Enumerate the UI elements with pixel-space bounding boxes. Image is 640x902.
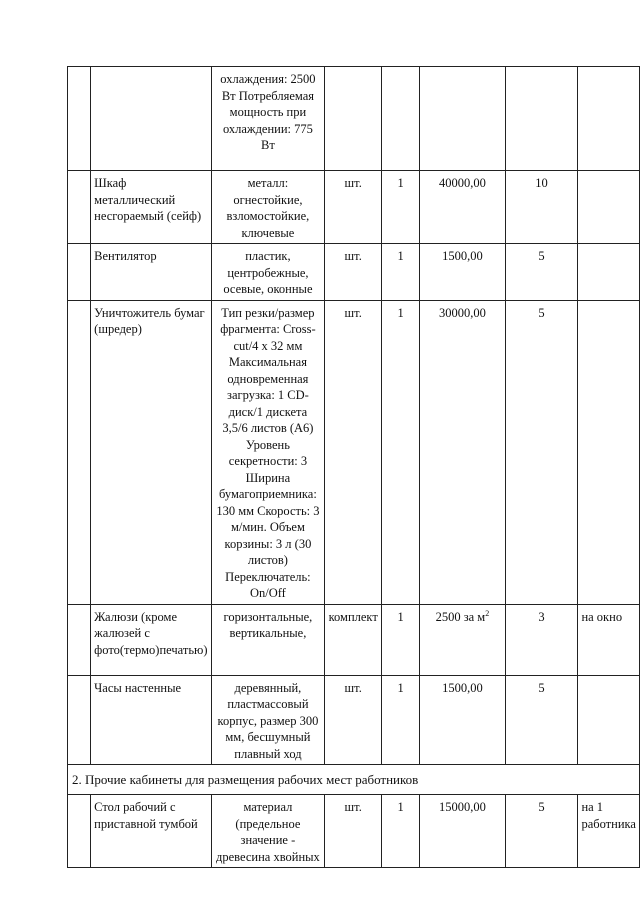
item-name-cell — [91, 67, 211, 171]
table-row — [68, 675, 640, 765]
section-row — [68, 765, 640, 795]
price-cell: 30000,00 — [420, 300, 506, 604]
years-cell: 5 — [505, 244, 578, 301]
item-desc-cell: металл: огнестойкие, взломостойкие, ключевые — [211, 171, 325, 244]
unit-cell: комплект — [325, 604, 382, 675]
item-desc-cell: материал (предельное значение - древесина хвойных — [211, 795, 325, 868]
num-cell — [68, 244, 91, 301]
num-cell — [68, 300, 91, 604]
note-cell — [578, 675, 640, 765]
item-desc-cell: деревянный, пластмассовый корпус, размер 300 мм, бесшумный плавный ход — [211, 675, 325, 765]
unit-cell: шт. — [325, 171, 382, 244]
price-text: 2500 за м — [435, 609, 486, 624]
note-cell: на 1 работника — [578, 795, 640, 868]
unit-cell — [325, 67, 382, 171]
item-name-cell: Стол рабочий с приставной тумбой — [91, 795, 211, 868]
unit-cell: шт. — [325, 795, 382, 868]
years-cell: 5 — [505, 300, 578, 604]
num-cell — [68, 171, 91, 244]
item-name-cell: Уничтожитель бумаг (шредер) — [91, 300, 211, 604]
price-cell — [420, 67, 506, 171]
note-cell — [578, 67, 640, 171]
price-cell: 1500,00 — [420, 675, 506, 765]
price-cell — [420, 604, 506, 675]
qty-cell: 1 — [382, 675, 420, 765]
item-desc-cell: горизонтальные, вертикальные, — [211, 604, 325, 675]
table-row — [68, 67, 640, 171]
note-cell — [578, 244, 640, 301]
norms-table — [67, 66, 640, 868]
table-row — [68, 604, 640, 675]
item-name-cell: Часы настенные — [91, 675, 211, 765]
qty-cell: 1 — [382, 604, 420, 675]
table-row — [68, 171, 640, 244]
qty-cell — [382, 67, 420, 171]
item-desc-cell: охлаждения: 2500 Вт Потребляемая мощность при охлаждении: 775 Вт — [211, 67, 325, 171]
unit-cell: шт. — [325, 244, 382, 301]
years-cell: 10 — [505, 171, 578, 244]
qty-cell: 1 — [382, 795, 420, 868]
table-row — [68, 795, 640, 868]
item-desc-cell: пластик, центробежные, осевые, оконные — [211, 244, 325, 301]
num-cell — [68, 675, 91, 765]
years-cell: 5 — [505, 795, 578, 868]
num-cell — [68, 795, 91, 868]
years-cell: 5 — [505, 675, 578, 765]
section-heading: 2. Прочие кабинеты для размещения рабочих мест работников — [68, 765, 640, 795]
note-cell — [578, 300, 640, 604]
unit-cell: шт. — [325, 675, 382, 765]
years-cell: 3 — [505, 604, 578, 675]
qty-cell: 1 — [382, 171, 420, 244]
square-superscript: 2 — [485, 608, 490, 618]
item-desc-cell: Тип резки/размер фрагмента: Cross-cut/4 х 32 мм Максимальная одновременная загрузка: 1 CD-диск/1 дискета 3,5/6 листов (А6) Уровень секретности: 3 Ширина бумагоприемника: 130 мм Скорость: 3 м/мин. Объем корзины: 3 л (30 листов) Переключатель: On/Off — [211, 300, 325, 604]
price-cell: 40000,00 — [420, 171, 506, 244]
table-row — [68, 300, 640, 604]
price-cell: 1500,00 — [420, 244, 506, 301]
item-name-cell: Вентилятор — [91, 244, 211, 301]
num-cell — [68, 67, 91, 171]
qty-cell: 1 — [382, 244, 420, 301]
years-cell — [505, 67, 578, 171]
item-name-cell: Шкаф металлический несгораемый (сейф) — [91, 171, 211, 244]
note-cell: на окно — [578, 604, 640, 675]
table-row — [68, 244, 640, 301]
price-cell: 15000,00 — [420, 795, 506, 868]
item-name-cell: Жалюзи (кроме жалюзей с фото(термо)печатью) — [91, 604, 211, 675]
num-cell — [68, 604, 91, 675]
qty-cell: 1 — [382, 300, 420, 604]
note-cell — [578, 171, 640, 244]
unit-cell: шт. — [325, 300, 382, 604]
